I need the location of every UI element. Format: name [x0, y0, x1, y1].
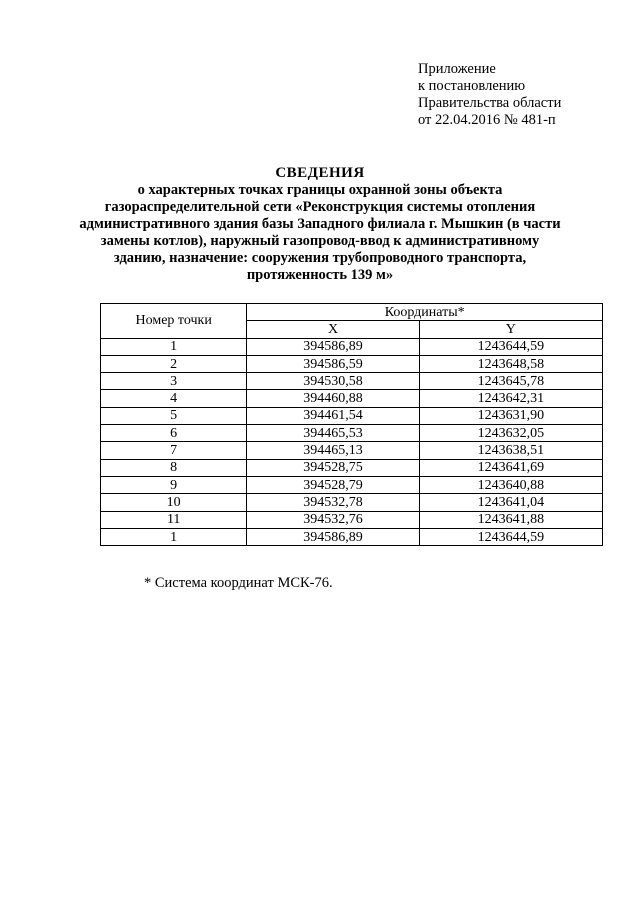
table-row	[101, 338, 603, 355]
table-row	[101, 425, 603, 442]
x-header: X	[247, 321, 419, 338]
table-row	[101, 390, 603, 407]
y-header: Y	[419, 321, 602, 338]
heading-line: зданию, назначение: сооружения трубопроводного транспорта,	[113, 250, 527, 266]
table-row	[101, 407, 603, 424]
point-number-cell: 9	[101, 476, 247, 493]
x-cell: 394460,88	[247, 390, 419, 407]
heading-line: газораспределительной сети «Реконструкция системы отопления	[104, 199, 536, 215]
x-cell: 394532,76	[247, 511, 419, 528]
y-cell: 1243638,51	[419, 442, 602, 459]
point-number-cell: 4	[101, 390, 247, 407]
point-number-cell: 11	[101, 511, 247, 528]
x-cell: 394465,13	[247, 442, 419, 459]
document-heading	[60, 165, 580, 284]
y-cell: 1243644,59	[419, 338, 602, 355]
appendix-line: Приложение	[418, 61, 496, 77]
x-cell: 394586,89	[247, 338, 419, 355]
heading-line: замены котлов), наружный газопровод-ввод к административному	[100, 233, 540, 249]
x-cell: 394528,75	[247, 459, 419, 476]
coordinate-system-footnote: * Система координат МСК-76.	[144, 575, 333, 591]
table-body	[101, 338, 603, 546]
table-row	[101, 511, 603, 528]
y-cell: 1243644,59	[419, 528, 602, 545]
document-title: СВЕДЕНИЯ	[275, 165, 365, 181]
point-number-cell: 8	[101, 459, 247, 476]
point-number-cell: 7	[101, 442, 247, 459]
appendix-block	[418, 61, 561, 129]
x-cell: 394586,59	[247, 355, 419, 372]
table-row	[101, 442, 603, 459]
table-row	[101, 373, 603, 390]
y-cell: 1243648,58	[419, 355, 602, 372]
appendix-line: Правительства области	[418, 95, 562, 111]
x-cell: 394465,53	[247, 425, 419, 442]
point-number-cell: 1	[101, 338, 247, 355]
heading-line: о характерных точках границы охранной зоны объекта	[137, 182, 503, 198]
x-cell: 394528,79	[247, 476, 419, 493]
table-row	[101, 476, 603, 493]
y-cell: 1243640,88	[419, 476, 602, 493]
x-cell: 394586,89	[247, 528, 419, 545]
table-row	[101, 528, 603, 545]
coordinates-table	[100, 303, 603, 546]
table-row	[101, 459, 603, 476]
heading-line: административного здания базы Западного филиала г. Мышкин (в части	[79, 216, 561, 232]
y-cell: 1243642,31	[419, 390, 602, 407]
y-cell: 1243641,69	[419, 459, 602, 476]
coordinates-header: Координаты*	[247, 304, 603, 321]
y-cell: 1243641,04	[419, 494, 602, 511]
point-number-cell: 10	[101, 494, 247, 511]
table-row	[101, 494, 603, 511]
x-cell: 394532,78	[247, 494, 419, 511]
x-cell: 394461,54	[247, 407, 419, 424]
point-number-cell: 3	[101, 373, 247, 390]
point-number-cell: 2	[101, 355, 247, 372]
point-number-cell: 1	[101, 528, 247, 545]
y-cell: 1243641,88	[419, 511, 602, 528]
appendix-line: к постановлению	[418, 78, 526, 94]
point-number-header: Номер точки	[101, 304, 247, 339]
heading-line: протяженность 139 м»	[246, 267, 394, 283]
y-cell: 1243631,90	[419, 407, 602, 424]
table-row	[101, 355, 603, 372]
point-number-cell: 5	[101, 407, 247, 424]
point-number-cell: 6	[101, 425, 247, 442]
y-cell: 1243632,05	[419, 425, 602, 442]
x-cell: 394530,58	[247, 373, 419, 390]
appendix-line: от 22.04.2016 № 481-п	[418, 112, 556, 128]
y-cell: 1243645,78	[419, 373, 602, 390]
